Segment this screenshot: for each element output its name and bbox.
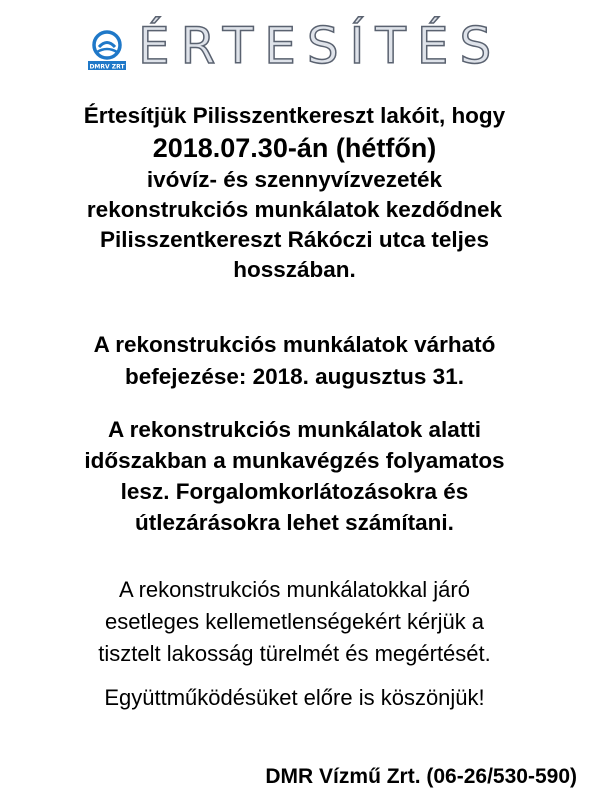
thanks-paragraph: Együttműködésüket előre is köszönjük! — [104, 685, 485, 710]
completion-paragraph — [0, 329, 589, 393]
apology-line: A rekonstrukciós munkálatokkal járó — [119, 577, 470, 602]
notice-intro-paragraph — [0, 101, 589, 285]
apology-line: esetleges kellemetlenségekért kérjük a — [104, 609, 485, 634]
dmrv-logo-icon — [86, 28, 128, 72]
notice-date: 2018.07.30-án (hétfőn) — [152, 133, 437, 163]
notice-intro-line: Értesítjük Pilisszentkereszt lakóit, hogy — [83, 103, 506, 128]
traffic-line: A rekonstrukciós munkálatok alatti — [107, 417, 482, 442]
page-title: ÉRTESÍTÉS — [138, 17, 503, 75]
apology-paragraph — [0, 574, 589, 670]
completion-line: befejezése: 2018. augusztus 31. — [125, 364, 464, 389]
traffic-paragraph — [0, 414, 589, 538]
notice-body-line: ivóvíz- és szennyvízvezeték — [146, 167, 443, 192]
notice-body-line: hosszában. — [233, 257, 356, 282]
logo-text: DMRV ZRT — [89, 63, 125, 71]
traffic-line: időszakban a munkavégzés folyamatos — [84, 448, 505, 473]
signature: DMR Vízmű Zrt. (06-26/530-590) — [265, 765, 577, 788]
completion-line: A rekonstrukciós munkálatok várható — [93, 332, 496, 357]
notice-body-line: rekonstrukciós munkálatok kezdődnek — [86, 197, 503, 222]
traffic-line: lesz. Forgalomkorlátozásokra és — [120, 479, 469, 504]
notice-header — [0, 14, 589, 78]
notice-body-line: Pilisszentkereszt Rákóczi utca teljes — [100, 227, 489, 252]
apology-line: tisztelt lakosság türelmét és megértését. — [98, 641, 491, 666]
traffic-line: útlezárásokra lehet számítani. — [135, 510, 454, 535]
